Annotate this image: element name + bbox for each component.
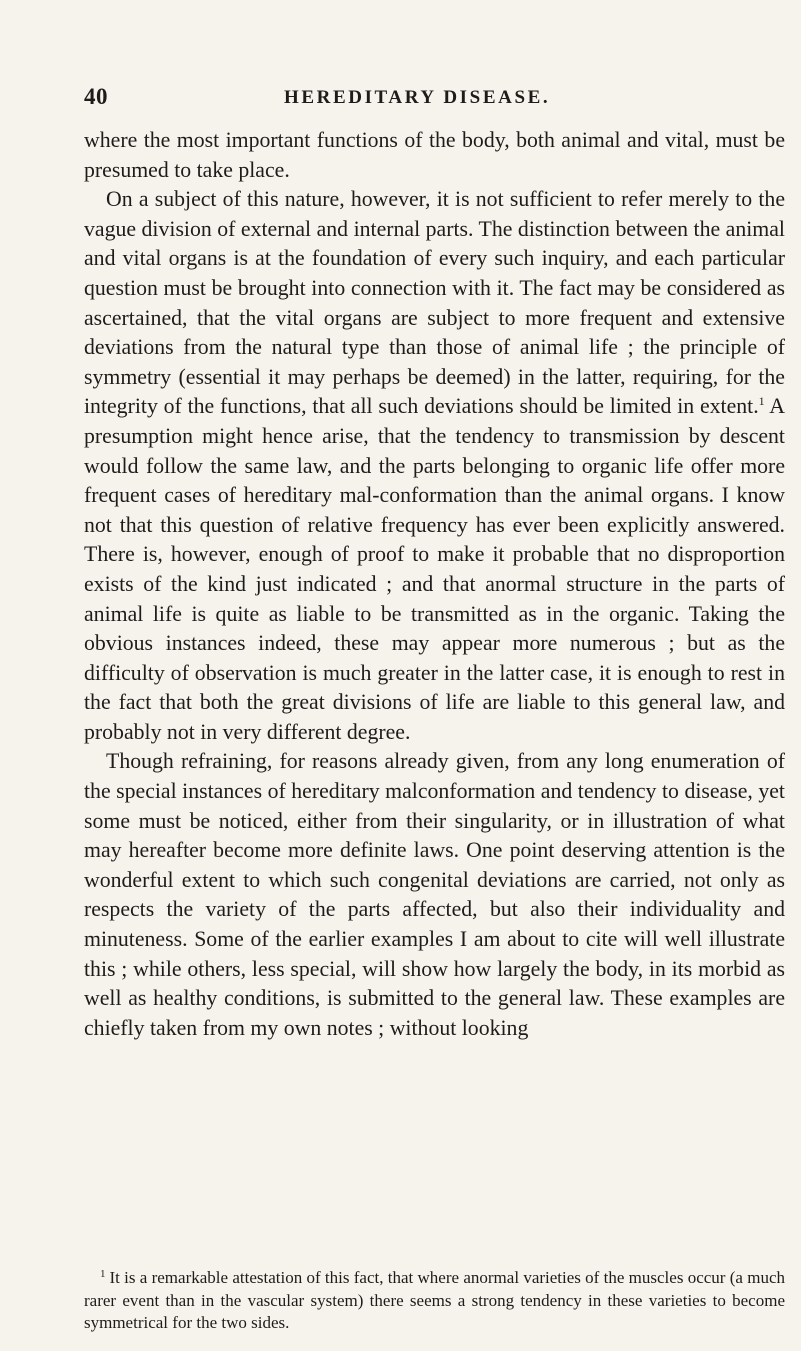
paragraph bbox=[84, 747, 785, 1043]
page-number: 40 bbox=[84, 84, 108, 109]
paragraph-text: A presumption might hence arise, that the tendency to transmission by descent would follow the same law, and the parts belonging to organic life offer more frequent cases of hereditary mal-conformation than the animal organs. I know not that this question of relative frequency has ever been explicitly answered. There is, however, enough of proof to make it probable that no disproportion exists of the kind just indicated ; and that anormal structure in the parts of animal life is quite as liable to be transmitted as in the organic. Taking the obvious instances indeed, these may appear more numerous ; but as the difficulty of observation is much greater in the latter case, it is enough to rest in the fact that both the great divisions of life are liable to this general law, and probably not in very different degree. bbox=[84, 394, 785, 744]
paragraph bbox=[84, 126, 785, 185]
running-title: HEREDITARY DISEASE. bbox=[284, 87, 551, 108]
footnote-mark: 1 bbox=[100, 1268, 106, 1280]
paragraph-text: Though refraining, for reasons already given, from any long enumeration of the special instances of hereditary malconformation and tendency to disease, yet some must be noticed, either from their singularity, or in illustration of what may hereafter become more definite laws. One point deserving attention is the wonderful extent to which such congenital deviations are carried, not only as respects the variety of the parts affected, but also their individuality and minuteness. Some of the earlier examples I am about to cite will well illustrate this ; while others, less special, will show how largely the body, in its morbid as well as healthy conditions, is submitted to the general law. These examples are chiefly taken from my own notes ; without looking bbox=[84, 749, 785, 1040]
footnote-text: It is a remarkable attestation of this fact, that where anormal varieties of the muscles occur (a much rarer event than in the vascular system) there seems a strong tendency in these varieties to become symmetrical for the two sides. bbox=[84, 1268, 785, 1333]
paragraph-text: where the most important functions of the body, both animal and vital, must be presumed to take place. bbox=[84, 128, 785, 182]
paragraph-text: On a subject of this nature, however, it is not sufficient to refer merely to the vague division of external and internal parts. The distinction between the animal and vital organs is at the foundation of every such inquiry, and each particular question must be brought into connection with it. The fact may be considered as ascertained, that the vital organs are subject to more frequent and extensive deviations from the natural type than those of animal life ; the principle of symmetry (essential it may perhaps be deemed) in the latter, requiring, for the integrity of the functions, that all such deviations should be limited in extent. bbox=[84, 187, 785, 419]
footnote bbox=[84, 1267, 785, 1335]
footnote-reference[interactable]: 1 bbox=[758, 394, 765, 409]
footnotes bbox=[84, 1267, 785, 1335]
paragraph bbox=[84, 185, 785, 747]
page-header bbox=[84, 84, 784, 112]
main-text bbox=[84, 126, 785, 1043]
